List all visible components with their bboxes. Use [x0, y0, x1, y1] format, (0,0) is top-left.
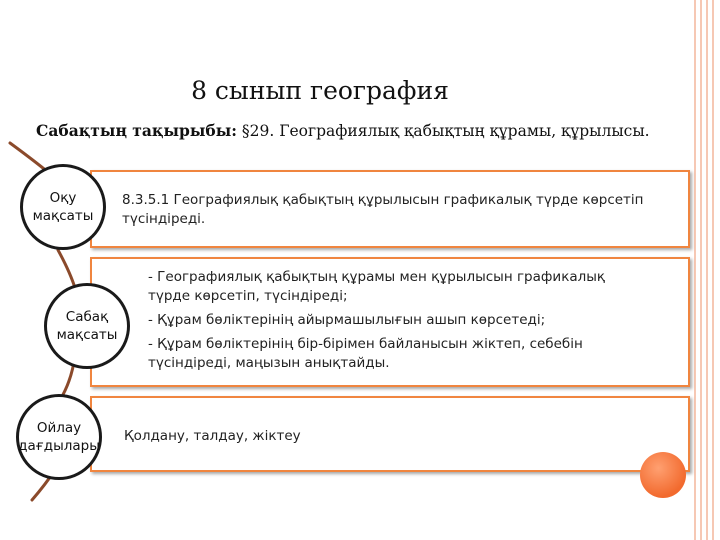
subtitle-label: Сабақтың тақырыбы:: [36, 121, 237, 140]
circle-thinking-skills: [16, 394, 102, 480]
circle-learning-objective: [20, 164, 106, 250]
objective-line: түрде көрсетіп, түсіндіреді;: [148, 288, 348, 304]
circle-label-line: Оқу: [49, 190, 77, 206]
objective-line: түсіндіреді.: [122, 211, 206, 227]
objective-line: - Географиялық қабықтың құрамы мен құрылысын графикалық: [148, 269, 606, 285]
circle-label-line: Сабақ: [65, 309, 109, 325]
subtitle-text: §29. Географиялық қабықтың құрамы, құрылысы.: [236, 122, 650, 140]
objective-line: - Құрам бөліктерінің бір-бірімен байланысын жіктеп, себебін: [148, 336, 583, 352]
objective-text-1: [122, 191, 682, 229]
circle-label-line: мақсаты: [56, 327, 118, 343]
objective-line: 8.3.5.1 Географиялық қабықтың құрылысын графикалық түрде көрсетіп: [122, 192, 644, 208]
circle-label-line: дағдылары: [18, 438, 100, 454]
decor-orange-dot: [640, 452, 686, 498]
circle-label-line: Ойлау: [36, 420, 82, 436]
circle-lesson-objective: [44, 283, 130, 369]
objective-line: түсіндіреді, маңызын анықтайды.: [148, 355, 390, 371]
slide-title: 8 сынып география: [191, 76, 449, 105]
objective-text-2: [148, 268, 683, 378]
objective-line: Қолдану, талдау, жіктеу: [124, 428, 301, 444]
objective-text-3: [124, 427, 679, 446]
objective-line: - Құрам бөліктерінің айырмашылығын ашып көрсетеді;: [148, 312, 546, 328]
circle-label-line: мақсаты: [32, 208, 94, 224]
